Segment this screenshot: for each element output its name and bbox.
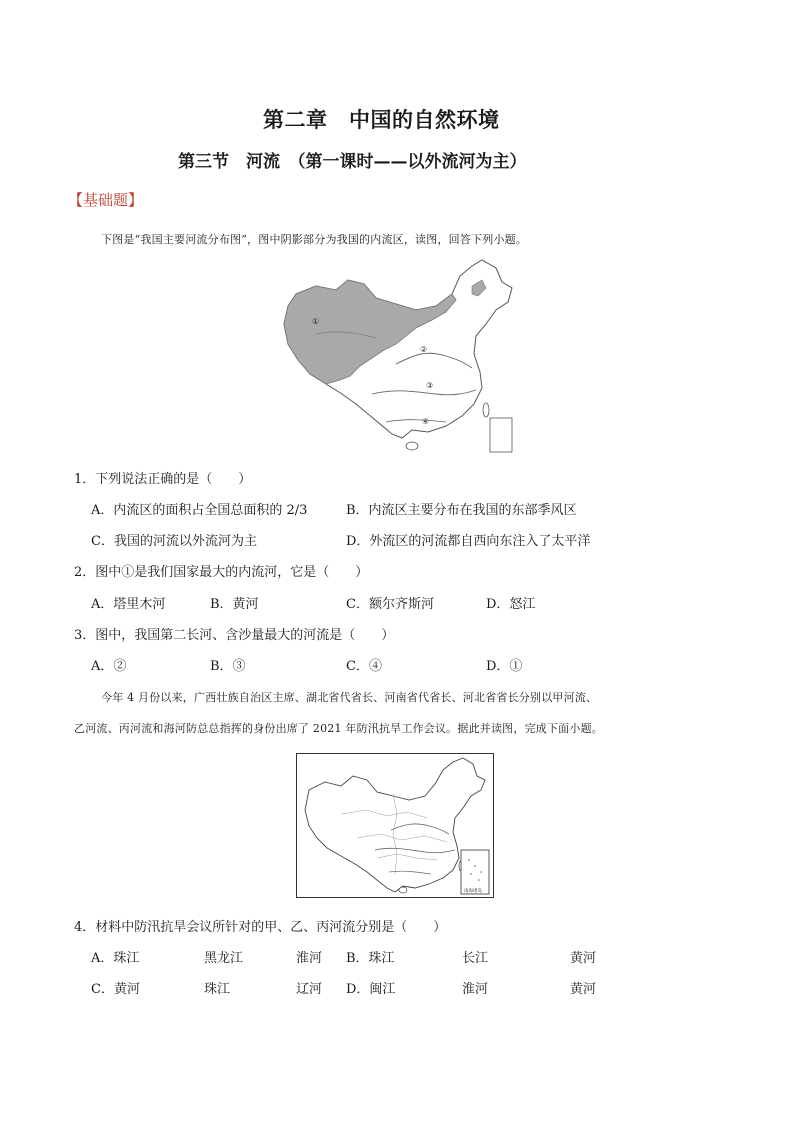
question-4-option-c-river-2: 珠江: [204, 982, 231, 997]
question-4-option-b-river-3: 黄河: [570, 951, 597, 966]
china-river-map: [276, 254, 524, 456]
question-1-option-c[interactable]: C．我国的河流以外流河为主: [91, 534, 257, 549]
question-4-option-b-river-2: 长江: [462, 951, 489, 966]
basic-questions-tag: 【基础题】: [68, 191, 144, 209]
question-4-option-d[interactable]: D．闽江: [346, 982, 396, 997]
marker-1: ①: [312, 317, 320, 326]
question-4-option-b[interactable]: B．珠江: [346, 951, 395, 966]
chapter-title: 第二章 中国的自然环境: [263, 108, 500, 132]
section-title: 第三节 河流 （第一课时——以外流河为主）: [178, 152, 527, 172]
question-1-option-b[interactable]: B．内流区主要分布在我国的东部季风区: [346, 503, 577, 518]
question-2-option-a[interactable]: A．塔里木河: [91, 597, 166, 612]
intro-text-2-line-1: 今年 4 月份以来，广西壮族自治区主席、湖北省代省长、河南省代省长、河北省省长分别以甲河流、: [101, 691, 598, 704]
question-2-option-b[interactable]: B．黄河: [210, 597, 259, 612]
question-1-option-a[interactable]: A．内流区的面积占全国总面积的 2/3: [91, 503, 308, 518]
question-2-option-d[interactable]: D．怒江: [486, 597, 536, 612]
inset-label: 南海诸岛: [464, 889, 482, 894]
intro-text-2-line-2: 乙河流、丙河流和海河防总总指挥的身份出席了 2021 年防汛抗旱工作会议。据此并读图，完成下面小题。: [74, 722, 603, 735]
marker-2: ②: [420, 345, 428, 354]
question-3-option-b[interactable]: B．③: [210, 659, 246, 674]
map2-inset-box: [461, 850, 489, 894]
map2-hainan: [399, 887, 407, 893]
question-3-option-a[interactable]: A．②: [91, 659, 127, 674]
question-3-option-d[interactable]: D．①: [486, 659, 523, 674]
question-2-stem: 2．图中①是我们国家最大的内流河，它是（ ）: [74, 565, 369, 580]
china-outline-map-svg: [297, 754, 493, 897]
question-4-option-c[interactable]: C．黄河: [91, 982, 140, 997]
question-3-stem: 3．图中，我国第二长河、含沙量最大的河流是（ ）: [74, 628, 395, 643]
question-4-option-a-river-3: 淮河: [296, 951, 323, 966]
question-4-option-a[interactable]: A．珠江: [91, 951, 140, 966]
china-outline-map: [296, 753, 494, 898]
question-2-option-c[interactable]: C．额尔齐斯河: [346, 597, 434, 612]
south-sea-inset: [490, 418, 512, 452]
china-river-map-svg: [276, 254, 524, 456]
marker-3: ③: [426, 381, 434, 390]
question-4-option-d-river-3: 黄河: [570, 982, 597, 997]
question-3-option-c[interactable]: C．④: [346, 659, 382, 674]
question-4-stem: 4．材料中防汛抗旱会议所针对的甲、乙、丙河流分别是（ ）: [74, 920, 447, 935]
question-4-option-a-river-2: 黑龙江: [204, 951, 244, 966]
question-1-option-d[interactable]: D．外流区的河流都自西向东注入了太平洋: [346, 534, 591, 549]
taiwan-island: [483, 403, 489, 417]
hainan-island: [406, 442, 418, 450]
question-4-option-d-river-2: 淮河: [462, 982, 489, 997]
question-1-stem: 1．下列说法正确的是（ ）: [74, 472, 252, 487]
question-4-option-c-river-3: 辽河: [296, 982, 323, 997]
intro-text-1: 下图是“我国主要河流分布图”，图中阴影部分为我国的内流区，读图，回答下列小题。: [101, 233, 528, 246]
marker-4: ④: [422, 417, 430, 426]
